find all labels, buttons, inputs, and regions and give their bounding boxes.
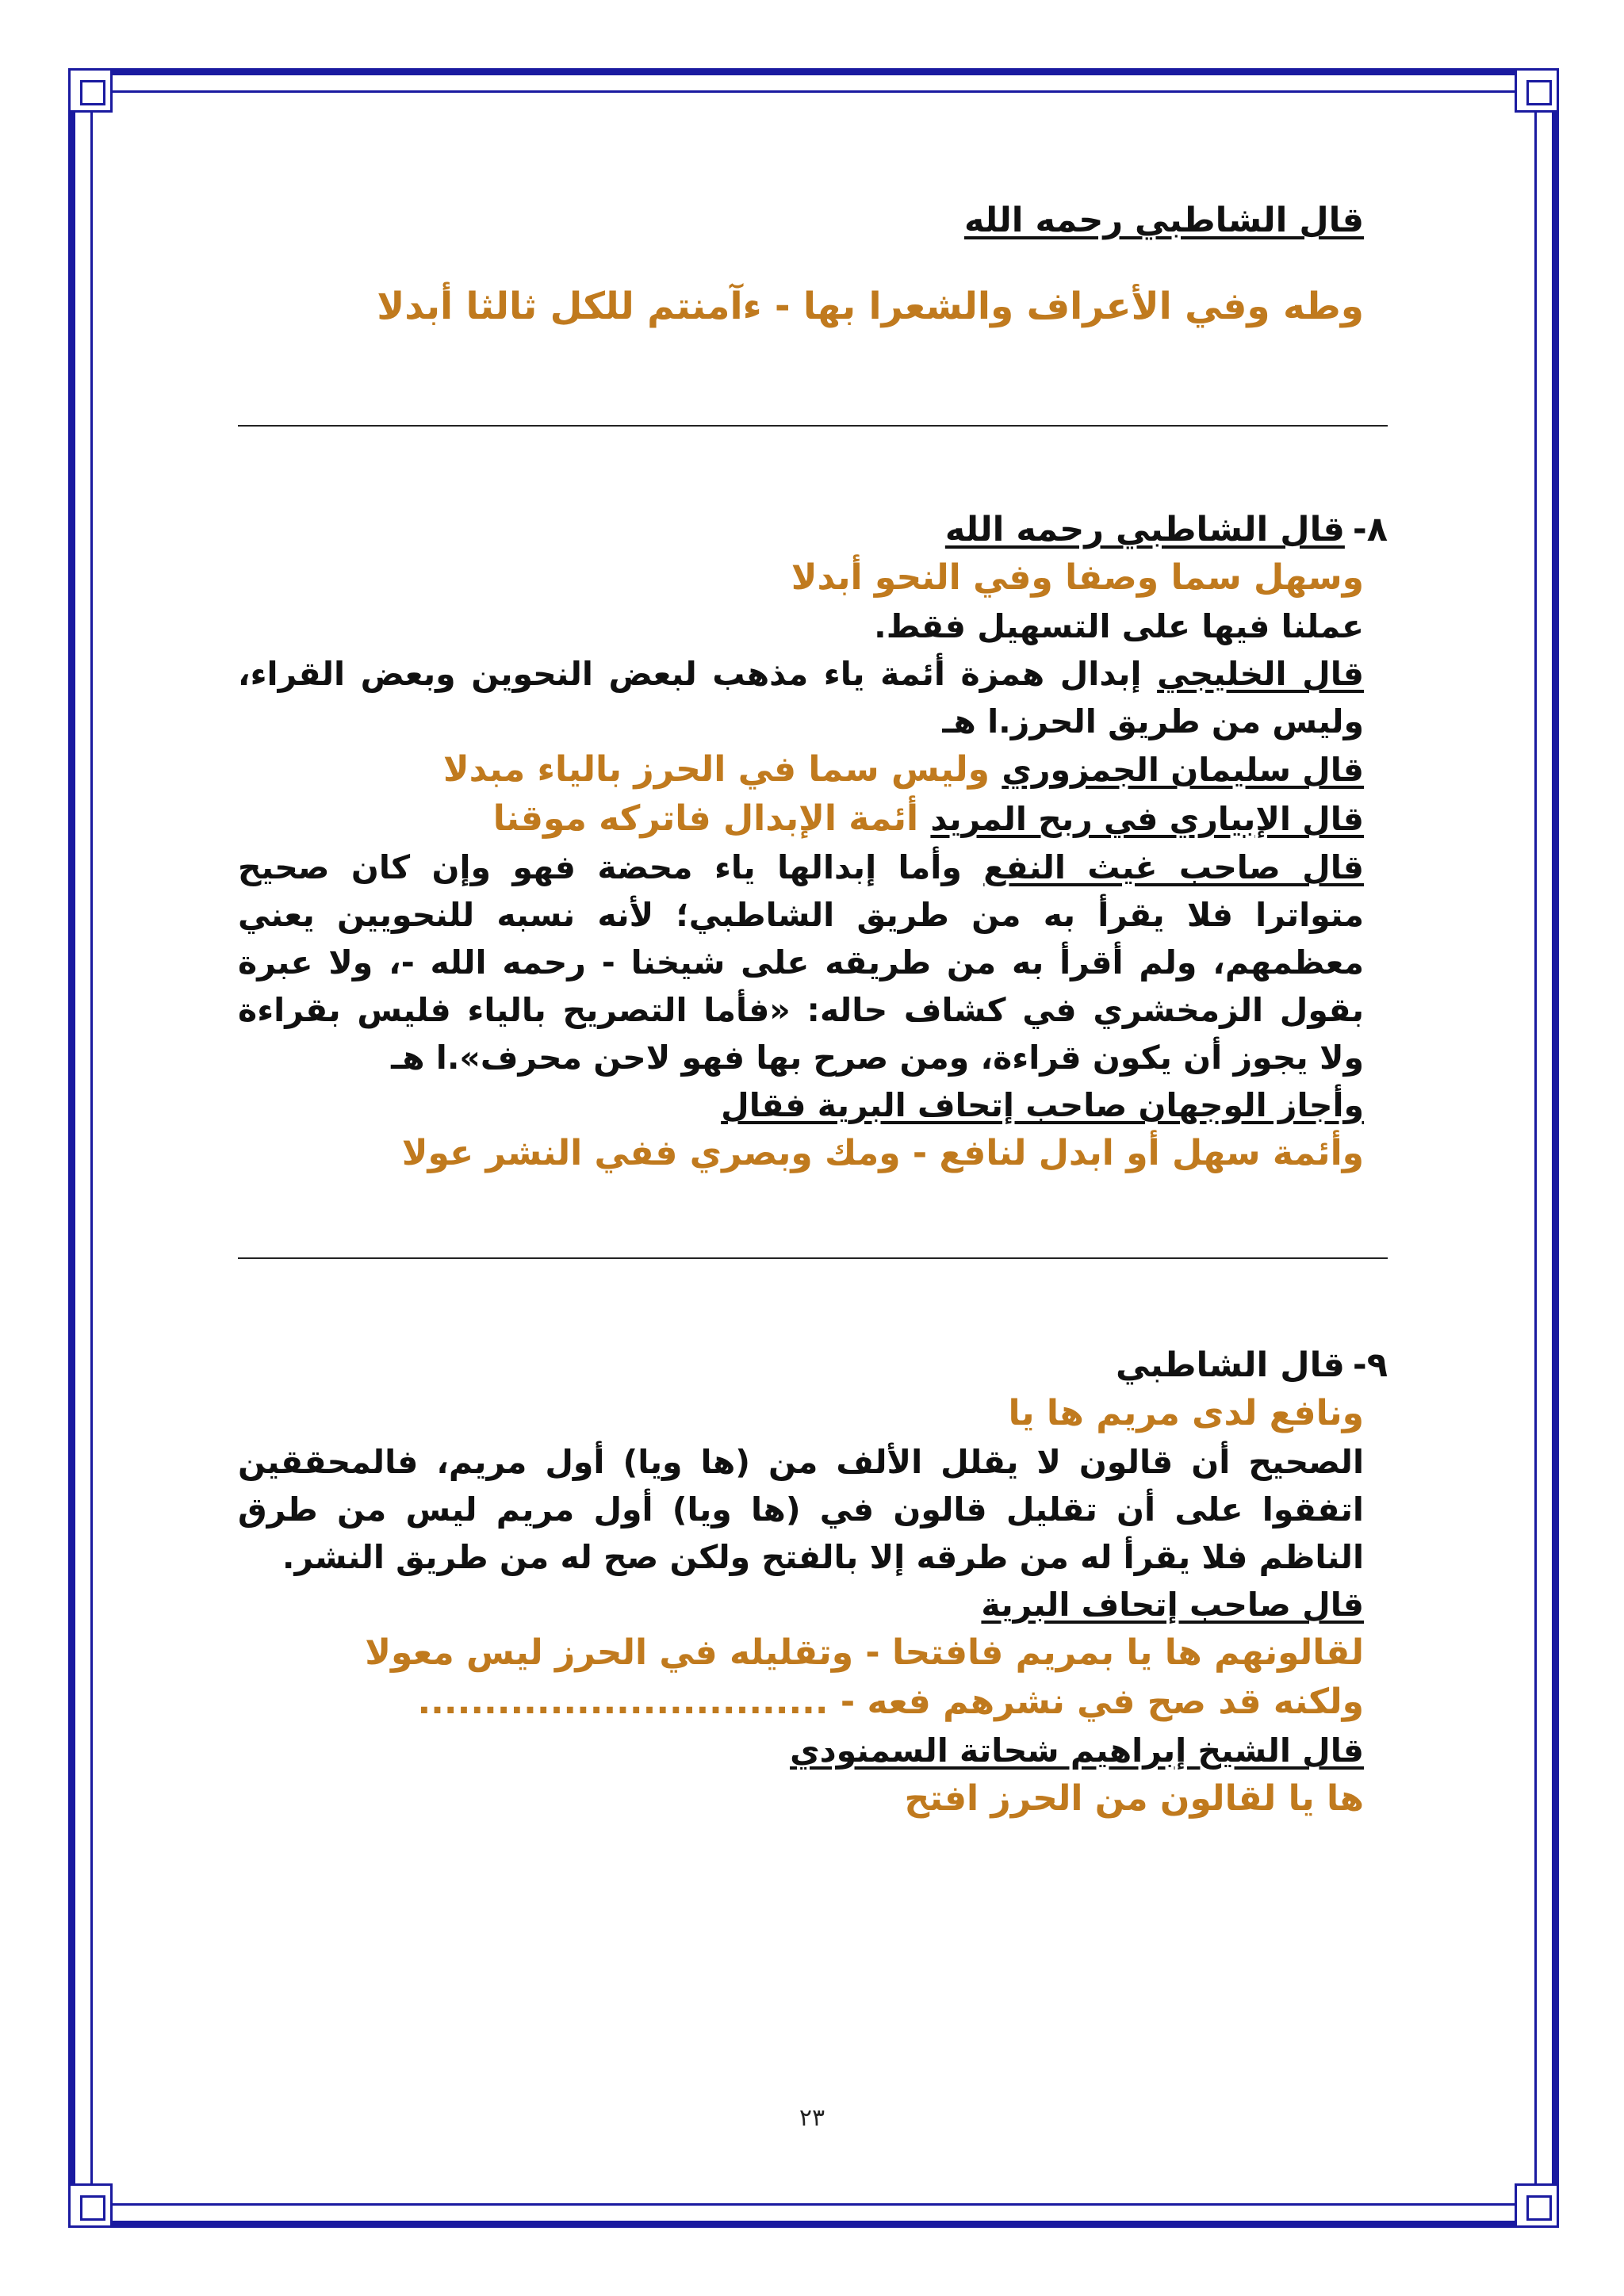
ibyari-label: قال الإبياري في ربح المريد [930,800,1364,838]
section-8-number: ٨- [1352,510,1388,549]
khaliji-text: إبدال همزة أئمة ياء مذهب لبعض النحوين وبعض القراء، وليس من طريق الحرز.ا هـ [238,655,1364,740]
section-divider-1 [238,425,1388,427]
corner-ornament-bottom-right [1515,2183,1559,2228]
section-divider-2 [238,1257,1388,1259]
page-content [238,197,1388,1823]
khaliji-label: قال الخليجي [1157,655,1364,693]
section-8-ithaf-verse: وأئمة سهل أو ابدل لنافع - ومك وبصري ففي النشر عولا [401,1133,1364,1173]
corner-ornament-bottom-left [68,2183,113,2228]
section-8-jamzuri-line [238,745,1364,794]
section-8-heading: قال الشاطبي رحمه الله [944,510,1345,549]
section-8 [238,506,1388,1178]
section-1-heading: قال الشاطبي رحمه الله [963,201,1364,240]
section-9-samannudi-verse: ها يا لقالون من الحرز افتح [904,1778,1364,1819]
jamzuri-verse: وليس سما في الحرز بالياء مبدلا [442,749,1002,790]
section-9-body: الصحيح أن قالون لا يقلل الألف من (ها ويا) أول مريم، فالمحققين اتفقوا على أن تقليل قالون في (ها ويا) أول مريم ليس من طرق الناظم فلا يقرأ له من طرقه إلا بالفتح ولكن صح له من طريق النشر. [238,1443,1364,1576]
section-9-ithaf-label: قال صاحب إتحاف البرية [981,1586,1364,1624]
section-8-khaliji-paragraph [238,650,1364,745]
section-1-verse: وطه وفي الأعراف والشعرا بها - ءآمنتم للكل ثالثا أبدلا [377,285,1364,328]
section-1 [238,197,1388,331]
section-9-ithaf-verse-1: لقالونهم ها يا بمريم فافتحا - وتقليله في الحرز ليس معولا [365,1632,1364,1673]
section-8-ibyari-line [238,794,1364,844]
section-8-line-1: عملنا فيها على التسهيل فقط. [874,607,1364,645]
ghayth-text: وأما إبدالها ياء محضة فهو وإن كان صحيح متواترا فلا يقرأ به من طريق الشاطبي؛ لأنه نسبه للنحويين يعني معظمهم، ولم أقرأ به من طريقه على شيخنا - رحمه الله -، ولا عبرة بقول الزمخشري في كشاف حاله: «فأما التصريح بالياء فليس بقراءة ولا يجوز أن يكون قراءة، ومن صرح بها فهو لاحن محرف».ا هـ [238,848,1364,1077]
section-8-ithaf-label: وأجاز الوجهان صاحب إتحاف البرية فقال [721,1086,1364,1124]
section-9-number: ٩- [1352,1345,1388,1385]
page-number: ٢٣ [799,2104,825,2132]
corner-ornament-top-left [68,68,113,113]
section-9-verse: ونافع لدى مريم ها يا [1008,1393,1364,1433]
section-9 [238,1341,1388,1823]
corner-ornament-top-right [1515,68,1559,113]
section-9-heading: قال الشاطبي [1115,1345,1345,1385]
ghayth-label: قال صاحب غيث النفع [983,848,1364,886]
jamzuri-label: قال سليمان الجمزوري [1002,751,1364,789]
section-9-ithaf-verse-2: ولكنه قد صح في نشرهم فعه - ............................... [417,1682,1364,1722]
section-8-ghayth-paragraph [238,844,1364,1081]
section-8-verse: وسهل سما وصفا وفي النحو أبدلا [791,557,1364,598]
ibyari-verse: أئمة الإبدال فاتركه موقنا [492,798,931,839]
section-9-samannudi-label: قال الشيخ إبراهيم شحاتة السمنودي [790,1732,1364,1770]
